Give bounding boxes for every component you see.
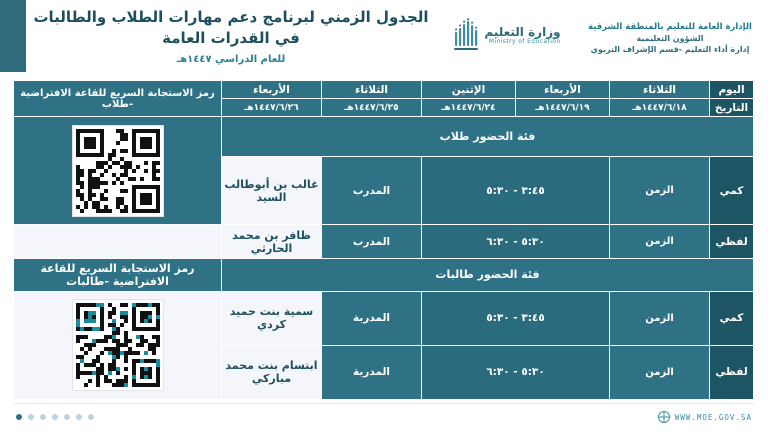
time-label-s1-r1: الزمن xyxy=(610,157,710,225)
page-subtitle: للعام الدراسي ١٤٤٧هـ xyxy=(176,53,286,65)
time-value-s1-r2: ٥:٣٠ - ٦:٣٠ xyxy=(422,225,610,258)
section-title-row-female xyxy=(14,258,754,291)
ministry-name-en: Ministry of Education xyxy=(488,38,561,46)
qr-cell-students xyxy=(14,117,222,225)
qr-code-female-students[interactable] xyxy=(72,299,164,391)
qr-header-students: رمز الاستجابة السريع للقاعة الافتراضية -طلاب xyxy=(14,81,222,117)
trainer-name-s1-r1: غالب بن أبوطالب السيد xyxy=(222,157,322,225)
section-title-row-students xyxy=(14,117,754,157)
time-label-s2-r1: الزمن xyxy=(610,291,710,345)
department-line-3: إدارة أداء التعليم -قسم الإشراف التربوي xyxy=(590,45,750,54)
page-title: الجدول الزمني لبرنامج دعم مهارات الطلاب والطالبات في القدرات العامة xyxy=(33,8,429,47)
category-s1-r2: لفظي xyxy=(710,225,754,258)
time-value-s1-r1: ٣:٤٥ - ٥:٣٠ xyxy=(422,157,610,225)
header-day: اليوم xyxy=(710,81,754,99)
category-s2-r2: لفظي xyxy=(710,345,754,399)
footer xyxy=(0,402,768,432)
date-3: ١٤٤٧/٦/٢٤هـ xyxy=(422,99,516,117)
qr-cell-female xyxy=(14,291,222,399)
trainer-name-s1-r2: ظافر بن محمد الحارثي xyxy=(222,225,322,258)
header-day-4: الثلاثاء xyxy=(322,81,422,99)
qr-cell-students-bottom xyxy=(14,225,222,258)
qr-header-female: رمز الاستجابة السريع للقاعة الافتراضية -طالبات xyxy=(14,258,222,291)
header-day-5: الأربعاء xyxy=(222,81,322,99)
website-link[interactable] xyxy=(658,411,752,423)
time-label-s1-r2: الزمن xyxy=(610,225,710,258)
date-5: ١٤٤٧/٦/٢٦هـ xyxy=(222,99,322,117)
ministry-logo-text xyxy=(484,26,560,47)
header-day-2: الأربعاء xyxy=(516,81,610,99)
role-s1-r1: المدرب xyxy=(322,157,422,225)
header-day-3: الإثنين xyxy=(422,81,516,99)
department-line-1: الإدارة العامة للتعليم بالمنطقة الشرقية xyxy=(588,22,752,32)
header xyxy=(0,0,768,72)
role-s2-r2: المدربة xyxy=(322,345,422,399)
ministry-name-ar: وزارة التعليم xyxy=(484,24,561,39)
time-label-s2-r2: الزمن xyxy=(610,345,710,399)
role-s1-r2: المدرب xyxy=(322,225,422,258)
website-url: WWW.MOE.GOV.SA xyxy=(674,412,752,422)
table-row-days xyxy=(14,81,754,99)
time-value-s2-r2: ٥:٣٠ - ٦:٣٠ xyxy=(422,345,610,399)
trainer-name-s2-r1: سمية بنت حميد كردي xyxy=(222,291,322,345)
ministry-logo-icon xyxy=(453,18,479,54)
header-date: التاريخ xyxy=(710,99,754,117)
trainer-name-s2-r2: ابتسام بنت محمد مباركي xyxy=(222,345,322,399)
schedule-table-area xyxy=(14,80,754,400)
table-row xyxy=(14,225,754,258)
table-row xyxy=(14,291,754,345)
category-s1-r1: كمي xyxy=(710,157,754,225)
department-block xyxy=(572,0,768,72)
date-2: ١٤٤٧/٦/١٩هـ xyxy=(516,99,610,117)
time-value-s2-r1: ٣:٤٥ - ٥:٣٠ xyxy=(422,291,610,345)
globe-icon xyxy=(658,411,670,423)
section-title-students: فئة الحضور طلاب xyxy=(222,117,754,157)
slide-progress-dots[interactable] xyxy=(16,414,94,420)
header-day-1: الثلاثاء xyxy=(610,81,710,99)
department-line-2: الشؤون التعليمية xyxy=(636,34,704,43)
schedule-table xyxy=(13,80,754,400)
role-s2-r1: المدربة xyxy=(322,291,422,345)
date-1: ١٤٤٧/٦/١٨هـ xyxy=(610,99,710,117)
ministry-logo xyxy=(442,0,572,72)
date-4: ١٤٤٧/٦/٢٥هـ xyxy=(322,99,422,117)
header-accent-bar xyxy=(0,0,26,72)
qr-code-students[interactable] xyxy=(72,125,164,217)
section-title-female: فئة الحضور طالبات xyxy=(222,258,754,291)
title-block xyxy=(26,0,442,72)
category-s2-r1: كمي xyxy=(710,291,754,345)
